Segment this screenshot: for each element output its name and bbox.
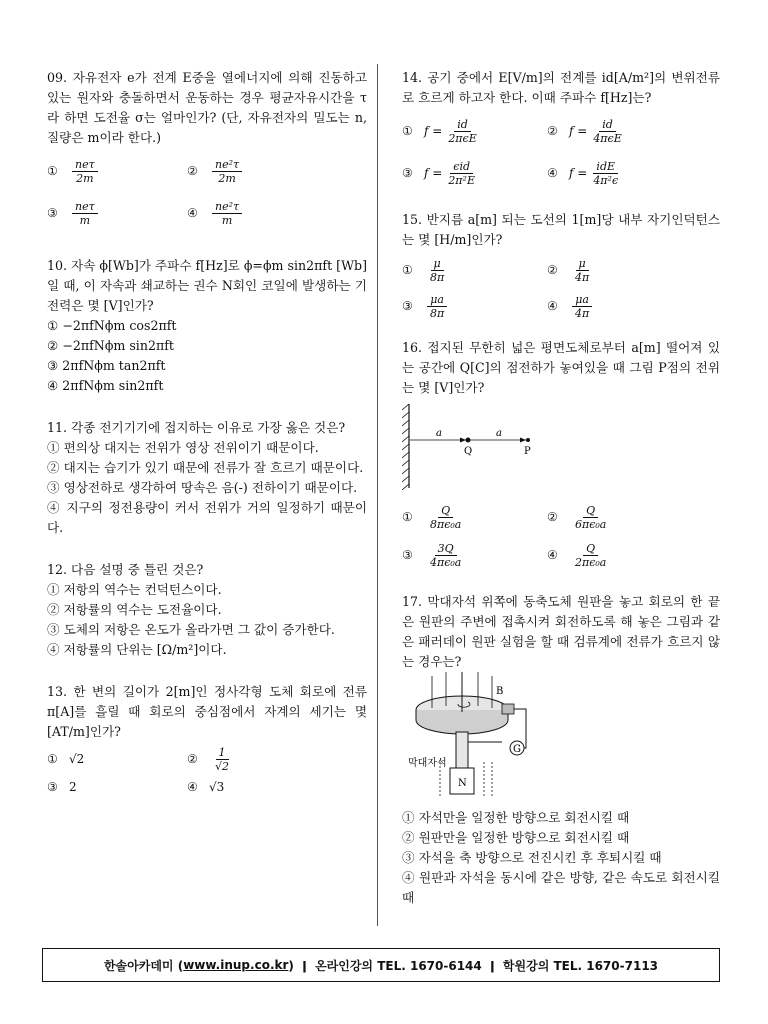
label-a-2: a <box>496 428 502 439</box>
question-11-option-4[interactable]: ④ 지구의 정전용량이 커서 전위가 거의 일정하기 때문이다. <box>47 500 367 535</box>
label-bar-magnet: 막대자석 <box>408 758 447 769</box>
question-12-stem: 12. 다음 설명 중 틀린 것은? <box>47 562 204 577</box>
question-14 <box>402 68 720 194</box>
question-17-option-3[interactable]: ③ 자석을 축 방향으로 전진시킨 후 후퇴시킬 때 <box>402 850 662 865</box>
question-9-option-3[interactable]: ③ $\frac{\text{neτ}}{m}$ <box>47 192 187 234</box>
question-10 <box>47 256 367 396</box>
question-11 <box>47 418 367 538</box>
question-14-stem: 14. 공기 중에서 E[V/m]의 전계를 id[A/m²]의 변위전류로 흐르게 하고자 한다. 이때 주파수 f[Hz]는? <box>402 70 720 105</box>
question-12 <box>47 560 367 660</box>
question-15-option-2[interactable]: ② $\frac{\mu}{4\pi}$ <box>547 256 590 284</box>
question-15-stem: 15. 반지름 a[m] 되는 도선의 1[m]당 내부 자기인덕턴스는 몇 [H/m]인가? <box>402 212 720 247</box>
question-14-option-1[interactable]: ① f = $\frac{id}{\text{2πϵE}}$ <box>402 117 477 145</box>
question-13-option-4[interactable]: ④ √3 <box>187 780 225 794</box>
question-11-option-2[interactable]: ② 대지는 습기가 있기 때문에 전류가 잘 흐르기 때문이다. <box>47 460 364 475</box>
question-9-option-4[interactable]: ④ $\frac{\text{ne²τ}}{m}$ <box>187 192 327 234</box>
footer-bar <box>42 948 720 982</box>
question-10-stem: 10. 자속 ϕ[Wb]가 주파수 f[Hz]로 ϕ=ϕm sin2πft [Wb]일 때, 이 자속과 쇄교하는 권수 N회인 코일에 발생하는 기전력은 몇 [V]인가? <box>47 258 367 313</box>
label-q: Q <box>464 446 473 457</box>
right-column <box>402 68 720 908</box>
question-9-options <box>47 150 367 234</box>
question-17-option-4[interactable]: ④ 원판과 자석을 동시에 같은 방향, 같은 속도로 회전시킬 때 <box>402 870 720 905</box>
label-b: B <box>496 686 504 697</box>
point-p <box>526 438 530 442</box>
question-16-option-2[interactable]: ② $\frac{Q}{\text{6πϵ₀a}}$ <box>547 503 607 531</box>
question-16-options <box>402 498 720 574</box>
question-17 <box>402 592 720 908</box>
brush-contact <box>502 704 514 714</box>
question-10-option-1[interactable]: ① −2πfNϕm cos2πft <box>47 318 177 333</box>
footer-brand: 한솔아카데미 ( <box>103 958 184 973</box>
label-n: N <box>458 778 467 789</box>
question-14-option-3[interactable]: ③ f = $\frac{\text{ϵid}}{\text{2π²E}}$ <box>402 159 475 187</box>
question-14-options <box>402 110 720 194</box>
question-16-option-3[interactable]: ③ $\frac{3Q}{\text{4πϵ₀a}}$ <box>402 541 462 569</box>
footer-contact: ) ǀ 온라인강의 TEL. 1670-6144 ǀ 학원강의 TEL. 1670-7113 <box>288 958 659 973</box>
grounded-plane-hatch <box>402 404 409 490</box>
question-15 <box>402 210 720 324</box>
label-p: P <box>524 446 531 457</box>
question-15-option-4[interactable]: ④ $\frac{\mu a}{4\pi}$ <box>547 288 692 324</box>
question-9-option-1[interactable]: ① $\frac{\text{neτ}}{2m}$ <box>47 150 187 192</box>
column-divider <box>377 64 378 926</box>
question-11-stem: 11. 각종 전기기기에 접지하는 이유로 가장 옳은 것은? <box>47 420 346 435</box>
question-13-options <box>47 744 367 800</box>
label-a-1: a <box>436 428 442 439</box>
footer-website-link[interactable]: www.inup.co.kr <box>183 958 289 972</box>
question-12-option-2[interactable]: ② 저항률의 역수는 도전율이다. <box>47 602 222 617</box>
question-11-option-1[interactable]: ① 편의상 대지는 전위가 영상 전위이기 때문이다. <box>47 440 319 455</box>
question-13-option-1[interactable]: ① √2 <box>47 752 85 766</box>
question-17-stem: 17. 막대자석 위쪽에 동축도체 원판을 놓고 회로의 한 끝은 원판의 주변에 접촉시켜 회전하도록 해 놓은 그림과 같은 패러데이 원판 실험을 할 때 검류계에 전류가 흐르지 않는 경우는? <box>402 594 720 669</box>
question-11-option-3[interactable]: ③ 영상전하로 생각하여 땅속은 음(-) 전하이기 때문이다. <box>47 480 358 495</box>
question-10-option-4[interactable]: ④ 2πfNϕm sin2πft <box>47 378 164 393</box>
question-15-option-1[interactable]: ① $\frac{\mu}{8\pi}$ <box>402 256 445 284</box>
question-15-options <box>402 252 720 324</box>
question-12-option-4[interactable]: ④ 저항률의 단위는 [Ω/m²]이다. <box>47 642 227 657</box>
question-14-option-2[interactable]: ② f = $\frac{id}{\text{4πϵE}}$ <box>547 117 622 145</box>
question-9 <box>47 68 367 234</box>
question-13-stem: 13. 한 변의 길이가 2[m]인 정사각형 도체 회로에 전류 π[A]를 흘릴 때 회로의 중심점에서 자계의 세기는 몇 [AT/m]인가? <box>47 684 367 739</box>
left-column <box>47 68 367 800</box>
question-9-option-2[interactable]: ② $\frac{\text{ne²τ}}{2m}$ <box>187 150 327 192</box>
question-12-option-3[interactable]: ③ 도체의 저항은 온도가 올라가면 그 값이 증가한다. <box>47 622 335 637</box>
question-15-option-3[interactable]: ③ $\frac{\mu a}{8\pi}$ <box>402 288 547 324</box>
question-13-option-2[interactable]: ② $\frac{1}{√2}$ <box>187 745 230 773</box>
question-14-option-4[interactable]: ④ f = $\frac{\text{idE}}{\text{4π²ϵ}}$ <box>547 159 619 187</box>
point-charge-q <box>466 438 471 443</box>
question-13-option-3[interactable]: ③ 2 <box>47 780 77 794</box>
question-10-option-3[interactable]: ③ 2πfNϕm tan2πft <box>47 358 166 373</box>
question-16-option-1[interactable]: ① $\frac{Q}{\text{8πϵ₀a}}$ <box>402 503 462 531</box>
question-16-figure <box>402 398 720 490</box>
arrowhead-2 <box>520 438 526 443</box>
question-9-stem: 09. 자유전자 e가 전계 E중을 열에너지에 의해 진동하고 있는 원자와 충돌하면서 운동하는 경우 평균자유시간을 τ라 하면 도전율 σ는 얼마인가? (단, 자유전자의 밀도는 n, 질량은 m이라 한다.) <box>47 70 367 145</box>
question-13 <box>47 682 367 800</box>
arrowhead-1 <box>460 438 466 443</box>
question-16-stem: 16. 접지된 무한히 넓은 평면도체로부터 a[m] 떨어져 있는 공간에 Q[C]의 점전하가 놓여있을 때 그림 P점의 전위는 몇 [V]인가? <box>402 340 720 395</box>
question-10-option-2[interactable]: ② −2πfNϕm sin2πft <box>47 338 174 353</box>
disk-side <box>416 710 508 734</box>
axle-shaft <box>456 732 468 768</box>
question-17-option-1[interactable]: ① 자석만을 일정한 방향으로 회전시킬 때 <box>402 810 630 825</box>
question-16-option-4[interactable]: ④ $\frac{Q}{\text{2πϵ₀a}}$ <box>547 541 607 569</box>
label-g: G <box>513 744 521 755</box>
question-16 <box>402 338 720 574</box>
question-12-option-1[interactable]: ① 저항의 역수는 컨덕턴스이다. <box>47 582 222 597</box>
faraday-disk-figure <box>402 672 720 802</box>
question-17-option-2[interactable]: ② 원판만을 일정한 방향으로 회전시킬 때 <box>402 830 630 845</box>
